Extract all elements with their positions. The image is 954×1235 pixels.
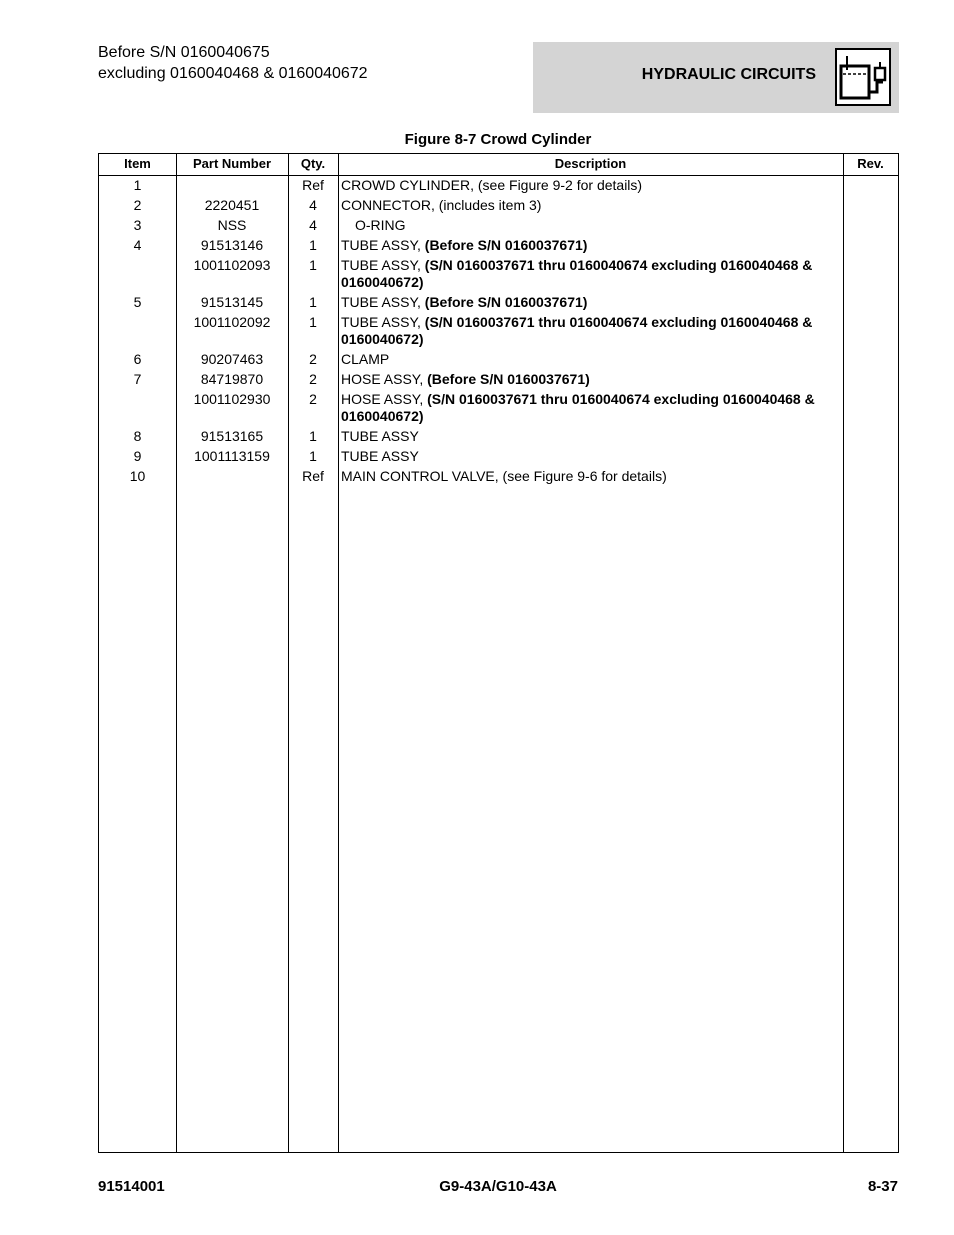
part-number: 91513146 <box>200 237 264 253</box>
footer-manual-number: 91514001 <box>98 1178 165 1195</box>
description <box>341 237 821 254</box>
serial-range-note: (Before S/N 0160037671) <box>427 371 590 387</box>
item-number: 10 <box>129 468 146 484</box>
part-number: 90207463 <box>200 351 264 367</box>
table-row <box>99 468 898 488</box>
description <box>341 448 821 465</box>
column-header-part-number: Part Number <box>192 156 272 171</box>
serial-range-note: (S/N 0160037671 thru 0160040674 excluding 0160040468 & 0160040672) <box>341 314 813 347</box>
description-text: MAIN CONTROL VALVE, (see Figure 9-6 for details) <box>341 468 667 484</box>
header-line-2: excluding 0160040468 & 0160040672 <box>98 65 368 82</box>
hydraulic-tank-icon <box>835 48 891 106</box>
table-row <box>99 197 898 217</box>
section-title: HYDRAULIC CIRCUITS <box>641 66 816 83</box>
quantity: 2 <box>309 391 317 407</box>
header-serial-info <box>98 42 368 84</box>
description-text: O-RING <box>355 217 406 233</box>
column-header-qty: Qty. <box>300 156 326 171</box>
serial-range-note: (S/N 0160037671 thru 0160040674 excluding 0160040468 & 0160040672) <box>341 257 813 290</box>
quantity: 1 <box>309 428 317 444</box>
description <box>341 428 821 445</box>
quantity: Ref <box>302 177 324 193</box>
part-number: 1001102092 <box>193 314 271 330</box>
description-text: CROWD CYLINDER, (see Figure 9-2 for details) <box>341 177 643 193</box>
header-divider <box>99 175 898 176</box>
description-text: HOSE ASSY, <box>341 371 428 387</box>
description-text: TUBE ASSY <box>341 448 419 464</box>
item-number: 1 <box>133 177 142 193</box>
description <box>341 391 821 425</box>
description <box>341 294 821 311</box>
column-header-rev: Rev. <box>857 156 884 171</box>
serial-range-note: (S/N 0160037671 thru 0160040674 excluding 0160040468 & 0160040672) <box>341 391 815 424</box>
item-number: 5 <box>133 294 142 310</box>
table-row <box>99 428 898 448</box>
part-number: 1001102930 <box>193 391 271 407</box>
serial-range-note: (Before S/N 0160037671) <box>424 237 588 253</box>
footer-page-number: 8-37 <box>867 1178 898 1195</box>
quantity: 2 <box>309 371 317 387</box>
table-row <box>99 177 898 197</box>
description <box>341 217 835 234</box>
table-row <box>99 257 898 294</box>
part-number: 84719870 <box>200 371 264 387</box>
table-body <box>99 177 898 488</box>
description <box>341 371 821 388</box>
item-number: 8 <box>133 428 142 444</box>
table-row <box>99 371 898 391</box>
table-row <box>99 217 898 237</box>
table-row <box>99 294 898 314</box>
description-text: TUBE ASSY <box>341 428 419 444</box>
description-text: TUBE ASSY, <box>341 294 425 310</box>
column-header-item: Item <box>124 156 151 171</box>
quantity: 2 <box>309 351 317 367</box>
description-text: TUBE ASSY, <box>341 314 425 330</box>
part-number: 1001102093 <box>193 257 271 273</box>
table-row <box>99 314 898 351</box>
item-number: 7 <box>133 371 142 387</box>
description-text: CONNECTOR, (includes item 3) <box>341 197 542 213</box>
quantity: 4 <box>309 217 317 233</box>
column-header-description: Description <box>554 156 627 171</box>
quantity: 1 <box>309 294 317 310</box>
description <box>341 351 821 368</box>
part-number: 91513145 <box>200 294 264 310</box>
quantity: 1 <box>309 257 317 273</box>
description <box>341 177 821 194</box>
table-row <box>99 391 898 428</box>
item-number: 6 <box>133 351 142 367</box>
quantity: 1 <box>309 448 317 464</box>
quantity: 1 <box>309 237 317 253</box>
serial-range-note: (Before S/N 0160037671) <box>424 294 588 310</box>
quantity: 4 <box>309 197 317 213</box>
item-number: 2 <box>133 197 142 213</box>
item-number: 9 <box>133 448 142 464</box>
footer-model: G9-43A/G10-43A <box>439 1178 557 1195</box>
header-line-1: Before S/N 0160040675 <box>98 44 270 61</box>
part-number: NSS <box>217 217 247 233</box>
part-number: 91513165 <box>200 428 264 444</box>
description-text: TUBE ASSY, <box>341 257 425 273</box>
part-number: 1001113159 <box>194 448 270 464</box>
description-text: HOSE ASSY, <box>341 391 428 407</box>
description <box>341 197 821 214</box>
table-row <box>99 351 898 371</box>
description <box>341 314 821 348</box>
description-text: CLAMP <box>341 351 390 367</box>
part-number: 2220451 <box>204 197 260 213</box>
description-text: TUBE ASSY, <box>341 237 425 253</box>
parts-table <box>98 153 899 1153</box>
table-row <box>99 237 898 257</box>
description <box>341 257 821 291</box>
quantity: Ref <box>302 468 324 484</box>
item-number: 4 <box>133 237 142 253</box>
section-banner <box>533 42 899 113</box>
item-number: 3 <box>133 217 142 233</box>
figure-title: Figure 8-7 Crowd Cylinder <box>404 131 592 148</box>
description <box>341 468 821 485</box>
table-row <box>99 448 898 468</box>
quantity: 1 <box>309 314 317 330</box>
